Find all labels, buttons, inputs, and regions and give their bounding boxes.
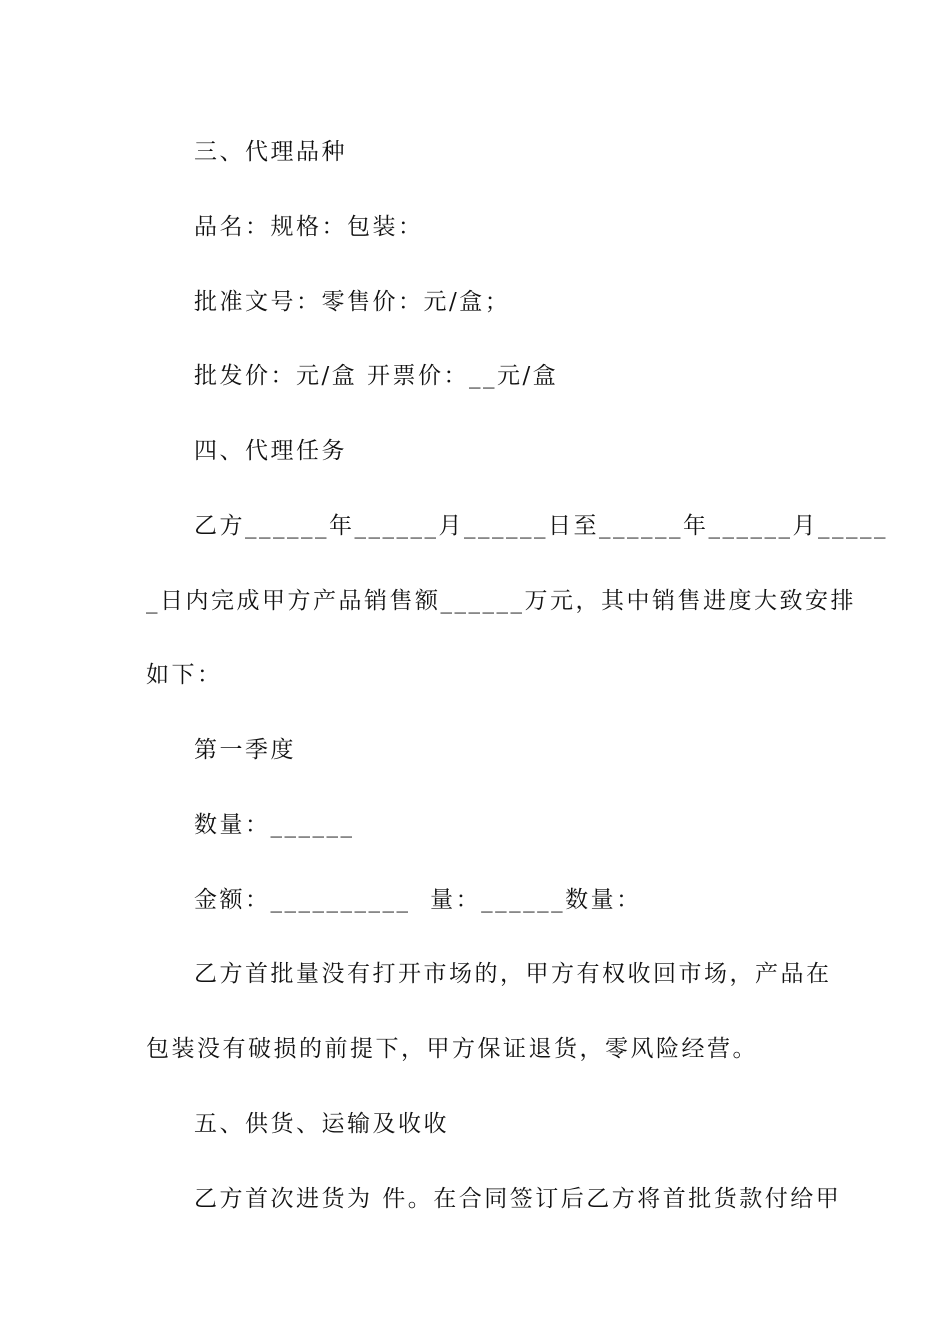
product-name-line: 品名：规格：包装： [194,214,424,240]
task-paragraph-line-2: _日内完成甲方产品销售额______万元，其中销售进度大致安排 [146,588,856,614]
first-quarter-label: 第一季度 [194,737,296,763]
section-heading-3: 三、代理品种 [194,139,347,165]
quantity-line: 数量：______ [194,812,355,838]
supply-paragraph-line-1: 乙方首次进货为 件。在合同签订后乙方将首批货款付给甲 [194,1186,842,1212]
section-heading-4: 四、代理任务 [194,438,347,464]
amount-line: 金额：__________ 量：______数量： [194,887,642,913]
return-policy-line-2: 包装没有破损的前提下，甲方保证退货，零风险经营。 [146,1036,758,1062]
approval-number-line: 批准文号：零售价：元/盒； [194,289,511,315]
task-paragraph-line-1: 乙方______年______月______日至______年______月_____ [194,513,888,539]
return-policy-line-1: 乙方首批量没有打开市场的，甲方有权收回市场，产品在 [194,961,832,987]
task-paragraph-line-3: 如下： [146,662,223,688]
section-heading-5: 五、供货、运输及收收 [194,1111,449,1137]
wholesale-price-line: 批发价：元/盒 开票价：__元/盒 [194,363,559,389]
